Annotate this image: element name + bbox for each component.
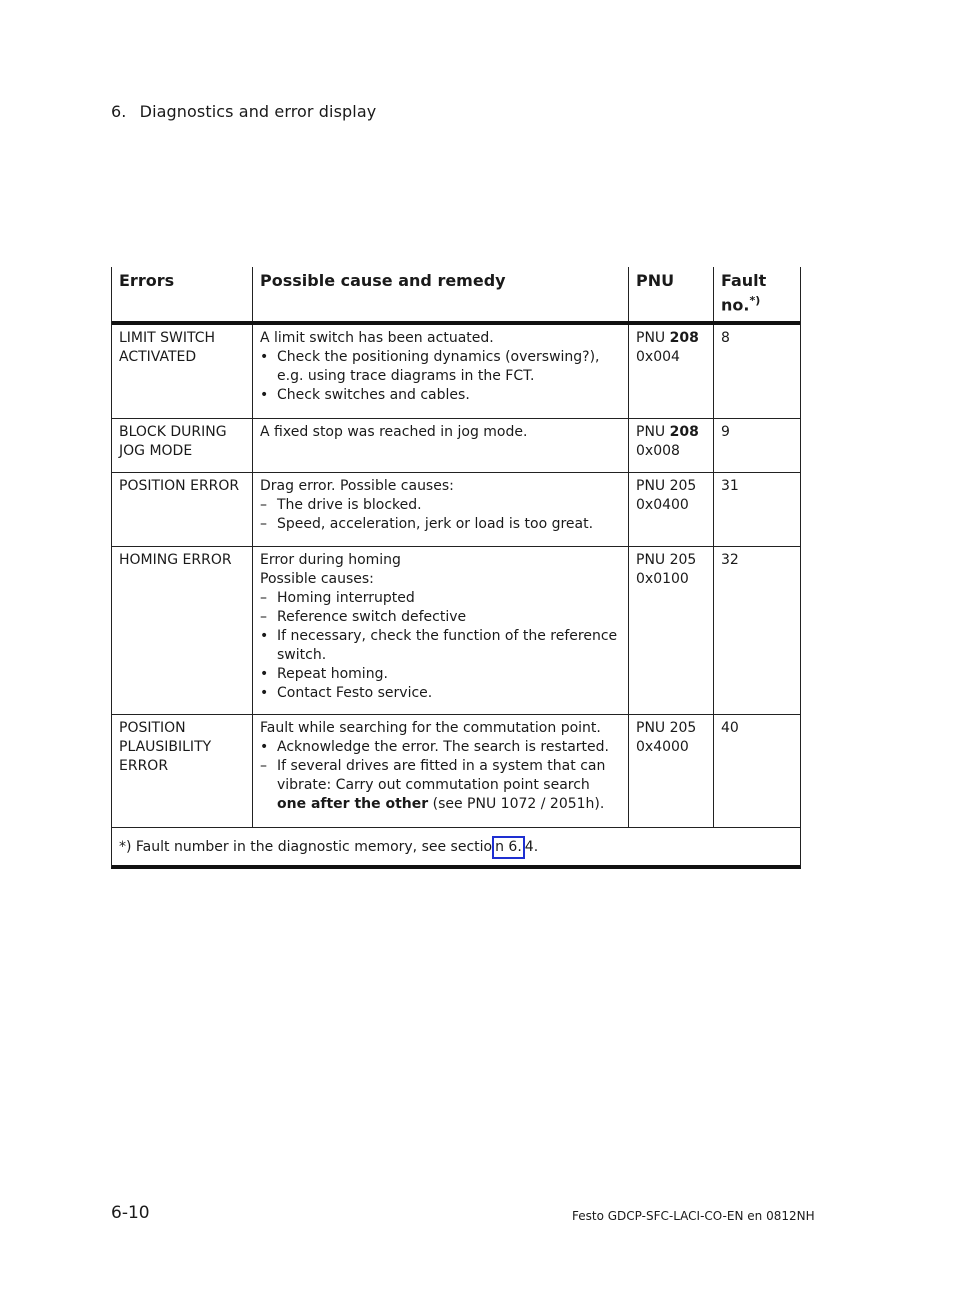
cause-remedy — [253, 715, 629, 827]
error-name-line: ACTIVATED — [119, 349, 197, 365]
error-name — [112, 325, 253, 418]
table-row — [112, 473, 800, 547]
list-item-text: Check switches and cables. — [277, 387, 470, 403]
table-row — [112, 715, 800, 828]
fault-number: 31 — [721, 478, 739, 494]
pnu-label: PNU 205 — [636, 552, 697, 568]
list-item — [260, 627, 621, 665]
list-item — [260, 386, 621, 405]
footnote-text-part: 4. — [524, 839, 539, 855]
chapter-number: 6. — [111, 102, 127, 121]
error-name-line: HOMING ERROR — [119, 552, 232, 568]
error-name-line: BLOCK DURING — [119, 424, 227, 440]
error-table — [111, 267, 801, 869]
dash-marker: – — [260, 516, 267, 532]
error-name-line: ERROR — [119, 758, 169, 774]
bullet-marker: • — [260, 685, 269, 701]
fault-number: 32 — [721, 552, 739, 568]
list-item-text: Repeat homing. — [277, 666, 388, 682]
list-item-text-part: If several drives are fitted in a system that can vibrate: Carry out commutation point search — [277, 758, 606, 793]
pnu-cell — [629, 325, 714, 418]
pnu-label: PNU 205 — [636, 478, 697, 494]
list-item-text: The drive is blocked. — [277, 497, 422, 513]
error-name-line: POSITION ERROR — [119, 478, 240, 494]
list-item — [260, 684, 621, 703]
cause-remedy — [253, 473, 629, 546]
list-item — [260, 665, 621, 684]
pnu-prefix: PNU — [636, 330, 666, 346]
fault-header-line1: Fault — [721, 271, 767, 290]
list-item — [260, 757, 621, 814]
pnu-code: 0x004 — [636, 349, 680, 365]
dash-marker: – — [260, 497, 267, 513]
list-item-emphasis: one after the other — [277, 796, 429, 812]
list-item — [260, 515, 621, 534]
cause-remedy — [253, 547, 629, 714]
error-name — [112, 715, 253, 827]
bullet-marker: • — [260, 349, 269, 365]
pnu-number: 208 — [669, 330, 699, 346]
error-name-line: LIMIT SWITCH — [119, 330, 216, 346]
pnu-number: 208 — [669, 424, 699, 440]
list-item-text: Homing interrupted — [277, 590, 415, 606]
section-link-text[interactable]: n 6. — [495, 839, 522, 855]
list-item — [260, 589, 621, 608]
list-item-text: Acknowledge the error. The search is restarted. — [277, 739, 609, 755]
error-name — [112, 547, 253, 714]
list-item-text: Check the positioning dynamics (overswing?), e.g. using trace diagrams in the FCT. — [277, 349, 600, 384]
list-item — [260, 496, 621, 515]
pnu-prefix: PNU — [636, 424, 666, 440]
dash-marker: – — [260, 609, 267, 625]
cause-intro: Error during homing — [260, 552, 401, 568]
list-item — [260, 608, 621, 627]
list-item-text: Reference switch defective — [277, 609, 467, 625]
dash-marker: – — [260, 758, 267, 774]
pnu-cell — [629, 715, 714, 827]
cause-remedy — [253, 325, 629, 418]
footnote-text — [119, 836, 538, 859]
list-item-text: If necessary, check the function of the reference switch. — [277, 628, 618, 663]
table-header-row — [112, 267, 800, 325]
pnu-cell — [629, 547, 714, 714]
bullet-marker: • — [260, 666, 269, 682]
column-header-cause: Possible cause and remedy — [253, 267, 629, 321]
page-number: 6-10 — [111, 1203, 150, 1223]
error-name-line: JOG MODE — [119, 443, 193, 459]
pnu-code: 0x0400 — [636, 497, 689, 513]
bullet-marker: • — [260, 739, 269, 755]
column-header-fault — [714, 267, 798, 321]
document-info: Festo GDCP-SFC-LACI-CO-EN en 0812NH — [572, 1209, 815, 1223]
fault-number: 8 — [721, 330, 730, 346]
fault-header-line2: no. — [721, 295, 750, 315]
list-item — [260, 738, 621, 757]
table-row — [112, 419, 800, 473]
list-item-text — [277, 757, 621, 814]
pnu-code: 0x008 — [636, 443, 680, 459]
chapter-title: Diagnostics and error display — [139, 102, 377, 121]
error-name-line: POSITION — [119, 720, 186, 736]
list-item-text: Speed, acceleration, jerk or load is too great. — [277, 516, 594, 532]
column-header-pnu: PNU — [629, 267, 714, 321]
cause-intro: A fixed stop was reached in jog mode. — [260, 424, 528, 440]
error-name-line: PLAUSIBILITY — [119, 739, 212, 755]
table-row — [112, 547, 800, 715]
cause-intro-2: Possible causes: — [260, 571, 374, 587]
table-footnote — [112, 828, 800, 865]
fault-number: 9 — [721, 424, 730, 440]
page-header — [111, 102, 376, 121]
pnu-code: 0x4000 — [636, 739, 689, 755]
bullet-marker: • — [260, 628, 269, 644]
column-header-errors: Errors — [112, 267, 253, 321]
list-item-text-part: (see PNU 1072 / 2051h). — [428, 796, 605, 812]
bullet-marker: • — [260, 387, 269, 403]
cause-intro: Drag error. Possible causes: — [260, 478, 454, 494]
cause-remedy — [253, 419, 629, 472]
pnu-label: PNU 205 — [636, 720, 697, 736]
pnu-code: 0x0100 — [636, 571, 689, 587]
pnu-cell — [629, 419, 714, 472]
dash-marker: – — [260, 590, 267, 606]
fault-header-footnote-mark: *) — [749, 294, 761, 307]
cause-intro: Fault while searching for the commutation point. — [260, 720, 601, 736]
list-item — [260, 348, 621, 386]
cause-intro: A limit switch has been actuated. — [260, 330, 494, 346]
error-name — [112, 473, 253, 546]
fault-number: 40 — [721, 720, 739, 736]
footnote-text-part: *) Fault number in the diagnostic memory, see sectio — [119, 839, 493, 855]
table-row — [112, 325, 800, 419]
section-link[interactable] — [492, 836, 525, 859]
error-name — [112, 419, 253, 472]
pnu-cell — [629, 473, 714, 546]
list-item-text: Contact Festo service. — [277, 685, 433, 701]
